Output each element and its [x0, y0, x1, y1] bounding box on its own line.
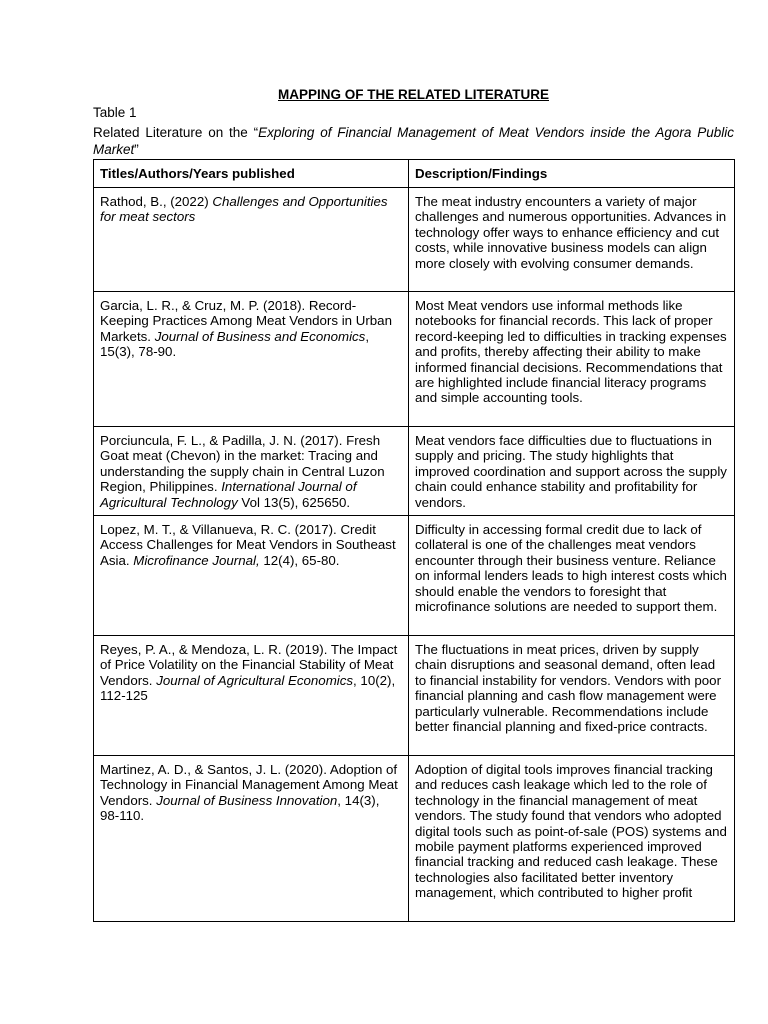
- reference-source: Journal of Agricultural Economics: [156, 672, 354, 688]
- reference-cell: [94, 188, 409, 292]
- reference-source: International Journal of Agricultural Technology: [100, 479, 357, 510]
- reference-authors: Martinez, A. D., & Santos, J. L. (2020). Adoption of Technology in Financial Management Among Meat Vendors.: [100, 762, 398, 808]
- reference-authors: Garcia, L. R., & Cruz, M. P. (2018). Record-Keeping Practices Among Meat Vendors in Urban Markets.: [100, 298, 392, 344]
- reference-cell: [94, 756, 409, 922]
- reference-details: 12(4), 65-80.: [259, 552, 340, 568]
- reference-source: Challenges and Opportunities for meat sectors: [100, 194, 388, 225]
- reference-details: , 15(3), 78-90.: [100, 328, 370, 360]
- caption-prefix: Related Literature on the “: [93, 125, 259, 140]
- caption-study-title: Exploring of Financial Management of Meat Vendors inside the Agora Public Market: [93, 125, 734, 157]
- reference-details: , 14(3), 98-110.: [100, 792, 380, 824]
- reference-authors: Reyes, P. A., & Mendoza, L. R. (2019). The Impact of Price Volatility on the Financial Stability of Meat Vendors.: [100, 642, 398, 688]
- reference-authors: Lopez, M. T., & Villanueva, R. C. (2017). Credit Access Challenges for Meat Vendors in Southeast Asia.: [100, 522, 396, 568]
- reference-source: Journal of Business and Economics: [154, 328, 366, 344]
- reference-source: Journal of Business Innovation: [156, 792, 338, 808]
- table-row: [94, 756, 735, 922]
- document-title: MAPPING OF THE RELATED LITERATURE: [278, 87, 549, 102]
- description-cell: Adoption of digital tools improves financial tracking and reduces cash leakage which led to the role of technology in the financial management of meat vendors. The study found that vendors who adopted digital tools such as point-of-sale (POS) systems and mobile payment platforms experienced improved financial tracking and reduced cash leakage. These technologies also facilitated better inventory management, which contributed to higher profit: [409, 756, 735, 922]
- description-cell: The fluctuations in meat prices, driven by supply chain disruptions and seasonal demand, often lead to financial instability for vendors. Vendors with poor financial planning and cash flow management were particularly vulnerable. Recommendations include better financial planning and fixed-price contracts.: [409, 636, 735, 756]
- table-label: Table 1: [93, 105, 137, 120]
- header-description: Description/Findings: [409, 160, 735, 188]
- reference-details: Vol 13(5), 625650.: [237, 494, 351, 510]
- reference-details: , 10(2), 112-125: [100, 672, 396, 704]
- description-cell: Meat vendors face difficulties due to fluctuations in supply and pricing. The study highlights that improved coordination and support across the supply chain could enhance stability and profitability for vendors.: [409, 427, 735, 516]
- table-row: [94, 188, 735, 292]
- table-row: [94, 516, 735, 636]
- header-titles-authors: Titles/Authors/Years published: [94, 160, 409, 188]
- table-header-row: [94, 160, 735, 188]
- description-cell: The meat industry encounters a variety of major challenges and numerous opportunities. Advances in technology offer ways to enhance efficiency and cut costs, while innovative business models can align more closely with evolving consumer demands.: [409, 188, 735, 292]
- reference-authors: Porciuncula, F. L., & Padilla, J. N. (2017). Fresh Goat meat (Chevon) in the market: Tracing and understanding the supply chain in Central Luzon Region, Philippines.: [100, 433, 385, 495]
- reference-authors: Rathod, B., (2022): [100, 194, 213, 209]
- document-page: [93, 86, 734, 922]
- table-row: [94, 427, 735, 516]
- related-literature-table: [93, 159, 735, 922]
- table-row: [94, 636, 735, 756]
- description-cell: Difficulty in accessing formal credit due to lack of collateral is one of the challenges meat vendors encounter through their business venture. Reliance on informal lenders leads to high interest costs which should enable the vendors to foresight that microfinance solutions are needed to support them.: [409, 516, 735, 636]
- table-caption: [93, 124, 734, 158]
- reference-cell: [94, 427, 409, 516]
- reference-cell: [94, 636, 409, 756]
- reference-cell: [94, 292, 409, 427]
- caption-suffix: ”: [134, 142, 139, 157]
- description-cell: Most Meat vendors use informal methods like notebooks for financial records. This lack of proper record-keeping led to difficulties in tracking expenses and profits, thereby affecting their ability to make informed financial decisions. Recommendations that are highlighted include financial literacy programs and simple accounting tools.: [409, 292, 735, 427]
- reference-source: Microfinance Journal,: [133, 552, 260, 568]
- table-row: [94, 292, 735, 427]
- reference-cell: [94, 516, 409, 636]
